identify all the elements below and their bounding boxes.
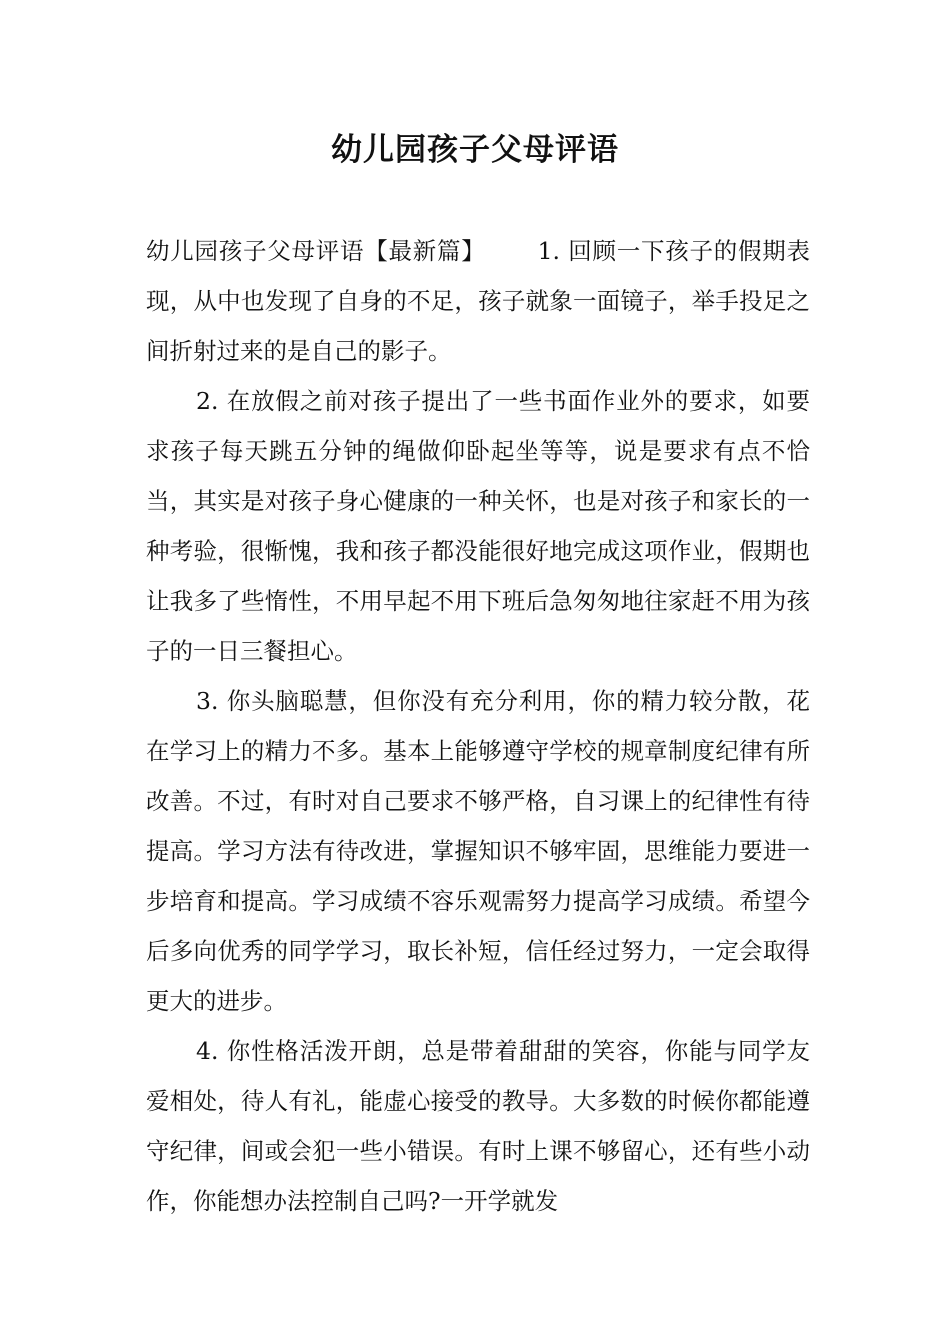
intro-text: 1. 回顾一下孩子的假期表现，从中也发现了自身的不足，孩子就象一面镜子，举手投足之间折射过来的是自己的影子。 (146, 237, 810, 365)
paragraph-3: 3. 你头脑聪慧，但你没有充分利用，你的精力较分散，花在学习上的精力不多。基本上能够遵守学校的规章制度纪律有所改善。不过，有时对自己要求不够严格，自习课上的纪律性有待提高。学习方法有待改进，掌握知识不够牢固，思维能力要进一步培育和提高。学习成绩不容乐观需努力提高学习成绩。希望今后多向优秀的同学学习，取长补短，信任经过努力，一定会取得更大的进步。 (146, 687, 810, 1015)
document-title: 幼儿园孩子父母评语 (331, 132, 619, 168)
intro-heading: 幼儿园孩子父母评语【最新篇】 (146, 237, 486, 265)
paragraph-4: 4. 你性格活泼开朗，总是带着甜甜的笑容，你能与同学友爱相处，待人有礼，能虚心接受的教导。大多数的时候你都能遵守纪律，间或会犯一些小错误。有时上课不够留心，还有些小动作，你能想办法控制自己吗?一开学就发 (146, 1037, 810, 1215)
paragraph-2: 2. 在放假之前对孩子提出了一些书面作业外的要求，如要求孩子每天跳五分钟的绳做仰卧起坐等等，说是要求有点不恰当，其实是对孩子身心健康的一种关怀，也是对孩子和家长的一种考验，很惭愧，我和孩子都没能很好地完成这项作业，假期也让我多了些惰性，不用早起不用下班后急匆匆地往家赶不用为孩子的一日三餐担心。 (146, 387, 810, 665)
document-body (146, 226, 810, 1226)
intro-paragraph (146, 226, 810, 376)
